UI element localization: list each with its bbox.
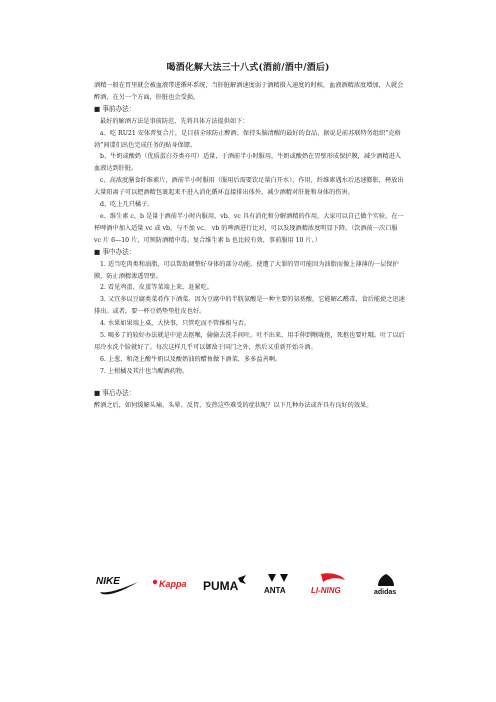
lining-logo-text: LI-NING <box>310 586 341 595</box>
nike-logo <box>94 572 140 596</box>
list-item: 5. 喝多了的较好办法就是中途去抠喉，偷偷去洗手间吐。吐不出来，用手伸到喉咙抠，死抠也要吐哦。吐了以后用冷水洗个脸就好了。每次这样几乎可以御敌于国门之外，然后又重新开始斗酒。 <box>94 332 405 351</box>
list-item: b、牛奶或酸奶（优质蛋白芬类亦可）适量，于酒前半小时服用，牛奶或酸奶在胃壁形成保护膜，减少酒精进入血液达到肝脏。 <box>94 153 401 173</box>
document-title: 喝酒化解大法三十八式(酒前/酒中/酒后) <box>166 63 330 73</box>
section-text-after: 醉酒之后，如何缓解头痛、头晕、反胃、发热这些难受的症状呢？以下几种办法或许具有良好的效果。 <box>94 401 373 409</box>
list-item: 1. 适当吃肉类和油脂，可以帮助调整好身体的部分功能，使遭了大罪的胃可能因为油脂而像上薄薄的一层保护膜，防止酒精渗透胃壁。 <box>94 260 399 280</box>
list-item: 2. 看见鸡蛋、皮蛋等菜端上来，赶紧吃。 <box>100 284 214 292</box>
anta-logo <box>258 572 298 596</box>
trefoil-icon <box>378 574 394 586</box>
adidas-logo <box>366 572 406 596</box>
list-item: 6. 上葱、和浇上酸牛奶以及酸奶油的醋鱼做下酒菜，多多益善啊。 <box>100 355 282 363</box>
puma-logo <box>202 572 248 596</box>
intro-paragraph: 酒精一般在胃里就会被血液带进循环系统，当肝脏解酒速度弱于酒精摄入速度的时候，血液酒精浓度增加，人就会醉酒，在另一个方面，肝脏也会受损。 <box>94 82 404 101</box>
adidas-logo-text: adidas <box>373 589 397 596</box>
list-item: 3. 又宜多以豆腐类菜肴作下酒菜。因为豆腐中的半胱氨酸是一种主要的氨基酸，它能解乙醛毒，食后能使之迅速排出。或者，要一杯豆奶垫垫肚皮也好。 <box>94 296 405 316</box>
kappa-logo-text: Kappa <box>159 579 187 589</box>
list-item: c、高浓度膳食纤维素片，酒前半小时服用（服用后需要饮足量白开水），作用，纤维素遇水后迅速膨胀，释放出大量阳离子可以把酒精包裹起来不进入消化循环直接排出体外，减少酒精对肝脏和身体的伤害。 <box>94 177 404 197</box>
lining-logo <box>307 572 357 596</box>
list-item: a、吃 RU21 安体普复合片，是目前全球防止醉酒、保持头脑清醒的最好的食品，据说是前苏联特务组织“克格勃”间谍们出色完成任务的贴身保镖。 <box>94 129 401 149</box>
list-item: e、维生素 c、b 是量于酒前半小时内服用，vb、vc 具有消化和分解酒精的作用，大家可以自己做个实验，在一杯啤酒中加入适量 vc 或 vb，与不加 vc、 vb 的啤酒进行比对，可以发现酒精浓度明显下降。（饮酒前一次口服 vc 片 6—10 片，可预防酒精中毒。复合维生素 b 也比较有效，事前服用 10 片。） <box>94 212 404 244</box>
puma-logo-text: PUMA <box>203 579 239 593</box>
anta-logo-text: ANTA <box>263 586 286 595</box>
section-heading-after: ■ 事后办法： <box>94 388 136 397</box>
puma-cat-icon <box>238 575 246 584</box>
document-body <box>94 80 406 411</box>
section-heading-before: ■ 事前办法： <box>94 104 136 113</box>
brand-logo-strip <box>94 571 406 597</box>
lining-mark-icon <box>321 573 345 582</box>
section-lead-before: 最好的解酒方法是事前防范，先将具体方法提供如下： <box>100 117 249 125</box>
list-item: d、吃上几只橘子。 <box>100 201 154 209</box>
nike-logo-text: NIKE <box>96 576 120 587</box>
list-item: 4. 水果如果端上桌，大快事，只管吃而不管推相与否。 <box>100 320 251 328</box>
list-item: 7. 上柑橘及其汁也当醒酒药物。 <box>100 367 189 375</box>
section-heading-during: ■ 事中办法： <box>94 247 136 256</box>
anta-mark-icon <box>268 574 288 582</box>
kappa-logo <box>149 572 193 596</box>
kappa-figure-icon <box>153 580 157 584</box>
